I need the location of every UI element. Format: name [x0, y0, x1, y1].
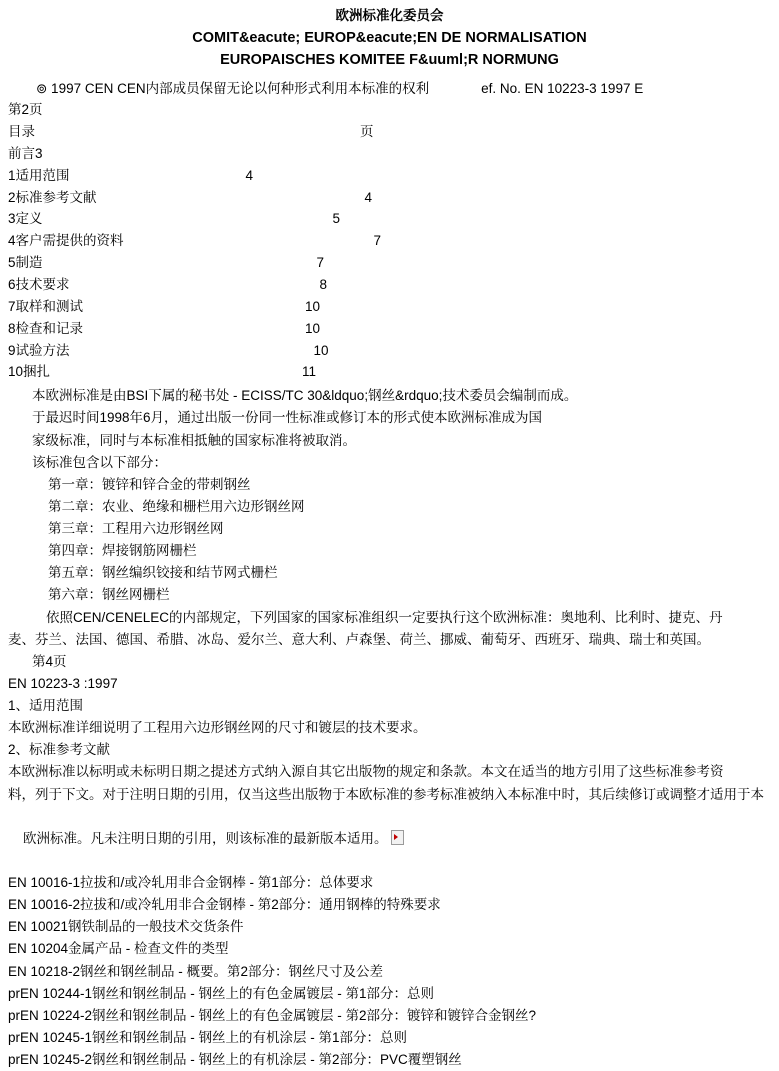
reference-item: EN 10016-1拉拔和/或冷轧用非合金钢棒 - 第1部分：总体要求 — [8, 875, 374, 891]
toc-entry-title: 4客户需提供的资料 — [8, 233, 124, 249]
toc-entry-title: 6技术要求 — [8, 276, 70, 292]
foreword-paragraph: 该标准包含以下部分： — [32, 454, 167, 470]
copyright-row — [8, 79, 771, 99]
reference-item: prEN 10245-2钢丝和钢丝制品 - 钢丝上的有机涂层 - 第2部分：PVC覆塑钢丝 — [8, 1052, 462, 1068]
toc-row — [8, 208, 771, 230]
page-2-label: 第2页 — [8, 102, 43, 118]
toc-row — [8, 340, 771, 362]
toc-entry-page: 10 — [305, 320, 321, 336]
toc-entry-title: 5制造 — [8, 255, 43, 271]
foreword-paragraph: 于最迟时间1998年6月，通过出版一份同一性标准或修订本的形式使本欧洲标准成为国 — [32, 410, 543, 426]
toc-title: 目录 — [8, 123, 35, 139]
foreword-paragraph: 本欧洲标准是由BSI下属的秘书处 - ECISS/TC 30&ldquo;钢丝&rdquo;技术委员会编制而成。 — [32, 388, 578, 404]
chapter-list — [8, 474, 771, 607]
toc-entry-page: 10 — [305, 298, 321, 314]
toc-row — [8, 296, 771, 318]
section-1-title: 1、适用范围 — [8, 698, 84, 714]
section-1-body: 本欧洲标准详细说明了工程用六边形钢丝网的尺寸和镀层的技术要求。 — [8, 720, 427, 736]
header-line-cn: 欧洲标准化委员会 — [335, 8, 444, 23]
reference-item: EN 10016-2拉拔和/或冷轧用非合金钢棒 - 第2部分：通用钢棒的特殊要求 — [8, 897, 441, 913]
chapter-item: 第四章：焊接钢筋网栅栏 — [48, 543, 197, 559]
toc-entry-title: 10捆扎 — [8, 364, 51, 380]
section-2-body-text: 欧洲标准。凡未注明日期的引用，则该标准的最新版本适用。 — [23, 830, 388, 846]
foreword-paragraph: 家级标准，同时与本标准相抵触的国家标准将被取消。 — [32, 432, 356, 448]
page-4-label: 第4页 — [32, 653, 67, 669]
cen-note-line: 依照CEN/CENELEC的内部规定，下列国家的国家标准组织一定要执行这个欧洲标准：奥地利、比利时、捷克、丹 — [46, 609, 723, 625]
standard-number: EN 10223-3 :1997 — [8, 675, 118, 691]
toc-row — [8, 165, 771, 187]
reference-item: prEN 10245-1钢丝和钢丝制品 - 钢丝上的有机涂层 - 第1部分：总则 — [8, 1029, 408, 1045]
reference-item: prEN 10224-2钢丝和钢丝制品 - 钢丝上的有色金属镀层 - 第2部分：镀锌和镀锌合金钢丝? — [8, 1007, 537, 1023]
toc-entry-title: 9试验方法 — [8, 342, 70, 358]
header-line-fr: COMIT&eacute; EUROP&eacute;EN DE NORMALISATION — [192, 29, 587, 46]
toc-entry-page: 5 — [332, 211, 341, 227]
toc-row — [8, 361, 771, 383]
chapter-item: 第三章：工程用六边形钢丝网 — [48, 521, 224, 537]
section-2-title: 2、标准参考文献 — [8, 742, 111, 758]
header-line-de: EUROPAISCHES KOMITEE F&uuml;R NORMUNG — [220, 52, 559, 69]
toc-list — [8, 165, 771, 384]
broken-image-icon — [391, 830, 404, 845]
reference-item: EN 10021钢铁制品的一般技术交货条件 — [8, 919, 244, 935]
toc-entry-page: 7 — [316, 255, 325, 271]
reference-item: EN 10204金属产品 - 检查文件的类型 — [8, 941, 229, 957]
toc-row — [8, 230, 771, 252]
section-2-body-line: 料，列于下文。对于注明日期的引用，仅当这些出版物于本欧标准的参考标准被纳入本标准中时，其后续修订或调整才适用于本 — [8, 786, 764, 802]
toc-entry-page: 4 — [364, 189, 373, 205]
toc-entry-page: 10 — [313, 342, 329, 358]
toc-row — [8, 252, 771, 274]
toc-entry-page: 7 — [373, 233, 382, 249]
cen-note-line: 麦、芬兰、法国、德国、希腊、冰岛、爱尔兰、意大利、卢森堡、荷兰、挪威、葡萄牙、西班牙、瑞典、瑞士和英国。 — [8, 631, 710, 647]
toc-entry-title: 7取样和测试 — [8, 298, 84, 314]
chapter-item: 第二章：农业、绝缘和栅栏用六边形钢丝网 — [48, 498, 305, 514]
toc-row — [8, 187, 771, 209]
toc-entry-page: 4 — [245, 167, 254, 183]
reference-item: prEN 10244-1钢丝和钢丝制品 - 钢丝上的有色金属镀层 - 第1部分：总则 — [8, 985, 435, 1001]
chapter-item: 第五章：钢丝编织铰接和结节网式栅栏 — [48, 565, 278, 581]
toc-header-row — [8, 121, 771, 143]
section-2-body-line: 本欧洲标准以标明或未标明日期之提述方式纳入源自其它出版物的规定和条款。本文在适当的地方引用了这些标准参考资 — [8, 764, 724, 780]
toc-entry-page: 11 — [302, 364, 317, 380]
toc-entry-title: 3定义 — [8, 211, 43, 227]
toc-entry-title: 2标准参考文献 — [8, 189, 97, 205]
reference-number: ef. No. EN 10223-3 1997 E — [481, 80, 644, 96]
document-header — [8, 6, 771, 72]
toc-entry-title: 8检查和记录 — [8, 320, 84, 336]
chapter-item: 第一章：镀锌和锌合金的带刺钢丝 — [48, 476, 251, 492]
toc-entry-title: 1适用范围 — [8, 167, 70, 183]
section-2-body-line-with-image — [8, 806, 771, 872]
foreword-entry: 前言3 — [8, 145, 43, 161]
toc-row — [8, 318, 771, 340]
copyright-text: ⊚ 1997 CEN CEN内部成员保留无论以何种形式利用本标准的权利 — [36, 80, 430, 96]
chapter-item: 第六章：钢丝网栅栏 — [48, 587, 170, 603]
reference-item: EN 10218-2钢丝和钢丝制品 - 概要。第2部分：钢丝尺寸及公差 — [8, 963, 384, 979]
toc-row — [8, 274, 771, 296]
reference-list — [8, 872, 771, 1071]
toc-page-column-header: 页 — [360, 123, 374, 139]
toc-entry-page: 8 — [319, 276, 328, 292]
